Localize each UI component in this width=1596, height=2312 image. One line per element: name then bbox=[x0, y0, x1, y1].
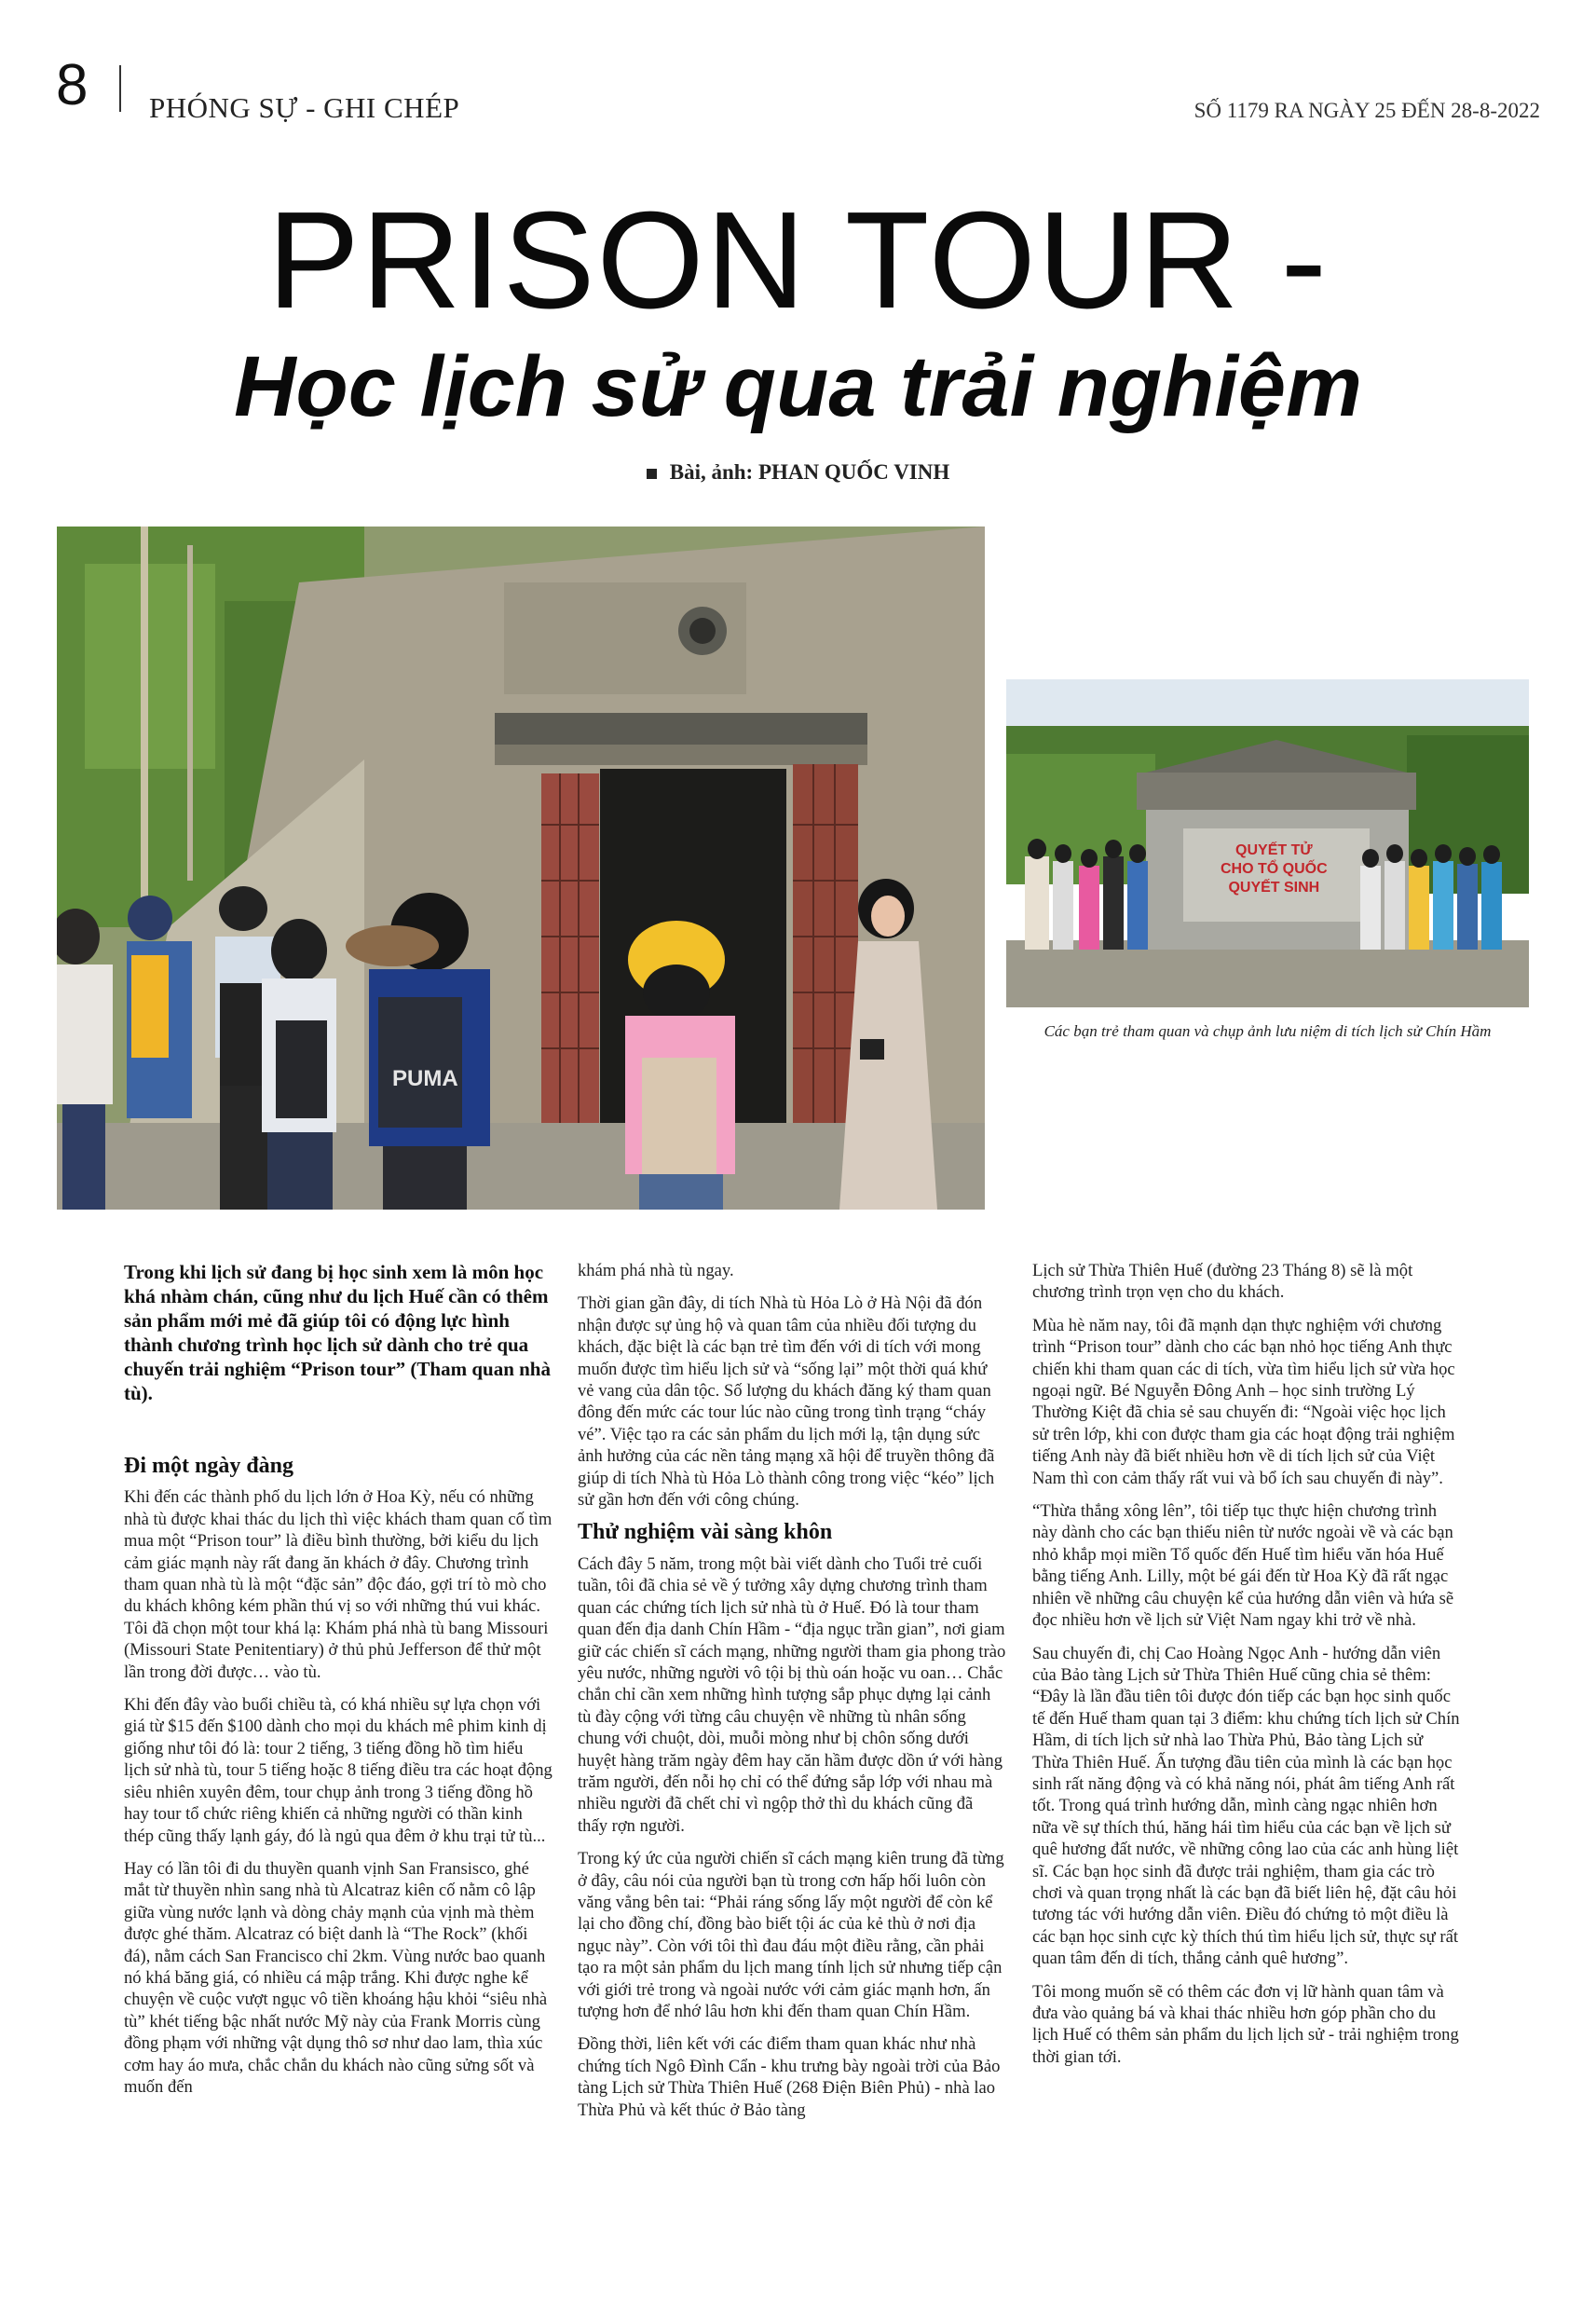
byline-text: Bài, ảnh: PHAN QUỐC VINH bbox=[669, 460, 950, 484]
monument-line-2: CHO TỔ QUỐC bbox=[1221, 861, 1328, 877]
paragraph: Thời gian gần đây, di tích Nhà tù Hỏa Lò ở Hà Nội đã đón nhận được sự ủng hộ và quan tâm của nhiều đối tượng du khách, đặc biệt là các bạn trẻ tìm đến với di tích với mong muốn được tìm hiểu lịch sử và “sống lại” một thời quá khứ vẻ vang của dân tộc. Số lượng du khách đăng ký tham quan đông đến mức các tour lúc nào cũng trong tình trạng “cháy vé”. Việc tạo ra các sản phẩm du lịch mới lạ, tận dụng sức ảnh hưởng của các nền tảng mạng xã hội để truyền thông đã giúp di tích Nhà tù Hỏa Lò thành công trong việc “kéo” lịch sử gần hơn đến với công chúng. bbox=[578, 1293, 995, 1511]
monument-line-1: QUYẾT TỬ bbox=[1235, 842, 1313, 858]
issue-info: SỐ 1179 RA NGÀY 25 ĐẾN 28-8-2022 bbox=[1194, 99, 1540, 122]
section-heading-1: Đi một ngày đàng bbox=[124, 1454, 294, 1478]
paragraph: Khi đến đây vào buổi chiều tà, có khá nhiều sự lựa chọn với giá từ $15 đến $100 dành cho mọi du khách mê phim kinh dị giống như tôi đó là: tour 2 tiếng, 3 tiếng đồng hồ tìm hiểu lịch sử nhà tù, tour 5 tiếng hoặc 8 tiếng điều tra các hoạt động siêu nhiên xuyên đêm, tour chụp ảnh trong 3 tiếng đồng hồ hay tour tổ chức riêng khiến cả những người có thần kinh thép cũng thấy lạnh gáy, đó là ngủ qua đêm ở khu trại tử tù... bbox=[124, 1695, 552, 1846]
paragraph: Hay có lần tôi đi du thuyền quanh vịnh San Fransisco, ghé mắt từ thuyền nhìn sang nhà tù Alcatraz kiên cố nằm cô lập giữa vùng nước lạnh và dòng chảy mạnh của vịnh mà thèm được ghé thăm. Alcatraz có biệt danh là “The Rock” (khối đá), nằm cách San Francisco chỉ 2km. Vùng nước bao quanh nó khá băng giá, có nhiều cá mập trắng. Khi được nghe kể chuyện về cuộc vượt ngục vô tiền khoáng hậu khỏi “siêu nhà tù” khét tiếng bậc nhất nước Mỹ này của Frank Morris cùng đồng phạm với những vật dụng thô sơ như dao lam, thìa xúc cơm hay áo mưa, chắc chắn du khách nào cũng sửng sốt và muốn đến bbox=[124, 1858, 548, 2097]
paragraph: khám phá nhà tù ngay. bbox=[578, 1261, 734, 1280]
article-subtitle: Học lịch sử qua trải nghiệm bbox=[234, 339, 1362, 434]
header-divider bbox=[119, 65, 121, 112]
shirt-print: PUMA bbox=[392, 1066, 458, 1091]
byline-bullet bbox=[647, 469, 657, 479]
page-number: 8 bbox=[56, 53, 89, 117]
article-title: PRISON TOUR - bbox=[267, 184, 1329, 337]
prison-entrance-illustration bbox=[57, 527, 985, 1210]
paragraph: Lịch sử Thừa Thiên Huế (đường 23 Tháng 8) sẽ là một chương trình trọn vẹn cho du khách. bbox=[1032, 1261, 1413, 1303]
lead-paragraph: Trong khi lịch sử đang bị học sinh xem là môn học khá nhàm chán, cũng như du lịch Huế cần có thêm sản phẩm mới mẻ đã giúp tôi có động lực hình thành chương trình học lịch sử dành cho trẻ qua chuyến trải nghiệm “Prison tour” (Tham quan nhà tù). bbox=[124, 1261, 551, 1404]
paragraph: Đồng thời, liên kết với các điểm tham quan khác như nhà chứng tích Ngô Đình Cẩn - khu trưng bày ngoài trời của Bảo tàng Lịch sử Thừa Thiên Huế (268 Điện Biên Phủ) - nhà lao Thừa Phủ và kết thúc ở Bảo tàng bbox=[578, 2034, 1001, 2120]
column-3 bbox=[1032, 1260, 1461, 2079]
paragraph: Khi đến các thành phố du lịch lớn ở Hoa Kỳ, nếu có những nhà tù được khai thác du lịch thì việc khách tham quan cố tìm mua một “Prison tour” là điều bình thường, bởi kiểu du lịch cảm giác mạnh này rất đang ăn khách ở đây. Chương trình tham quan nhà tù là một “đặc sản” độc đáo, gợi trí tò mò cho du khách không kém phần thú vị so với những thú vui khác. Tôi đã chọn một tour khá lạ: Khám phá nhà tù bang Missouri (Missouri State Penitentiary) ở thủ phủ Jefferson để thử một lần trong đời được… vào tù. bbox=[124, 1487, 552, 1682]
main-photo bbox=[57, 527, 985, 1210]
byline bbox=[0, 460, 1596, 485]
section-label: PHÓNG SỰ - GHI CHÉP bbox=[149, 91, 460, 124]
page-header bbox=[56, 53, 1540, 124]
paragraph: Trong ký ức của người chiến sĩ cách mạng kiên trung đã từng ở đây, câu nói của người bạn tù trong cơn hấp hối luôn còn văng vẳng bên tai: “Phải ráng sống lấy một người để còn kể lại cho đồng chí, đồng bào biết tội ác của kẻ thù ở nơi địa ngục này”. Còn với tôi thì đau đáu một điều rằng, cần phải tạo ra một sản phẩm du lịch mang tính lịch sử nhưng tiếp cận với giới trẻ trong và ngoài nước với cảm giác mạnh hơn, ấn tượng hơn để nhớ lâu hơn khi đến tham quan Chín Hầm. bbox=[578, 1849, 1004, 2021]
paragraph: Cách đây 5 năm, trong một bài viết dành cho Tuổi trẻ cuối tuần, tôi đã chia sẻ về ý tưởng xây dựng chương trình tham quan các chứng tích lịch sử nhà tù ở Huế. Đó là tour tham quan đến địa danh Chín Hầm - “địa ngục trần gian”, nơi giam giữ các chiến sĩ cách mạng, những người tham gia phong trào yêu nước, những người vô tội bị thù oán hoặc vu oan… Chắc chắn chỉ cần xem những hình tượng sắp phục dựng lại cảnh tù đày cộng với từng câu chuyện về những tù nhân sống chung với chuột, dòi, muỗi mòng như bị chôn sống dưới huyệt hàng trăm ngày đêm hay căn hầm được dồn ứ với hàng trăm người, đến nỗi họ chỉ có thể đứng sắp lớp với nhau mà nhiều người đã chết chỉ vì ngộp thở thì du khách cũng đã thấy rợn người. bbox=[578, 1553, 1006, 1836]
side-photo-caption: Các bạn trẻ tham quan và chụp ảnh lưu niệm di tích lịch sử Chín Hầm bbox=[1044, 1022, 1492, 1040]
monument-line-3: QUYẾT SINH bbox=[1228, 880, 1320, 896]
section-heading-2: Thử nghiệm vài sàng khôn bbox=[578, 1520, 833, 1545]
column-1 bbox=[124, 1260, 552, 2109]
paragraph: Sau chuyến đi, chị Cao Hoàng Ngọc Anh - hướng dẫn viên của Bảo tàng Lịch sử Thừa Thiên Huế cũng chia sẻ thêm: “Đây là lần đầu tiên tôi được đón tiếp các bạn học sinh quốc tế đến Huế tham quan tại 3 điểm: khu chứng tích lịch sử Chín Hầm, di tích lịch sử nhà lao Thừa Phủ, Bảo tàng Lịch sử Thừa Thiên Huế. Ấn tượng đầu tiên của mình là các bạn học sinh rất năng động và có khả năng nói, phát âm tiếng Anh rất tốt. Trong quá trình hướng dẫn, mình càng ngạc nhiên hơn nữa về sự thích thú, hăng hái tìm hiểu của các bạn về lịch sử quê hương đất nước, về những công lao của các anh hùng liệt sĩ. Các bạn học sinh đã được trải nghiệm, tham gia các trò chơi và quan trọng nhất là các bạn đã biết liên hệ, đặt câu hỏi tương tác với hướng dẫn viên. Điều đó chứng tỏ một điều là các bạn học sinh cực kỳ thích thú tìm hiểu lịch sử, thực sự rất quan tâm đến di tích, thắng cảnh quê hương”. bbox=[1032, 1643, 1460, 1969]
paragraph: Tôi mong muốn sẽ có thêm các đơn vị lữ hành quan tâm và đưa vào quảng bá và khai thác nhiều hơn góp phần cho du lịch Huế có thêm sản phẩm du lịch lịch sử - trải nghiệm trong thời gian tới. bbox=[1032, 1981, 1459, 2067]
paragraph: Mùa hè năm nay, tôi đã mạnh dạn thực nghiệm với chương trình “Prison tour” dành cho các bạn nhỏ học tiếng Anh thực chiến khi tham quan các di tích, vừa tìm hiểu lịch sử vừa học ngoại ngữ. Bé Nguyễn Đông Anh – học sinh trường Lý Thường Kiệt đã chia sẻ sau chuyến đi: “Ngoài việc học lịch sử trên lớp, khi con được tham gia các hoạt động trải nghiệm tiếng Anh này đã biết nhiều hơn về di tích lịch sử của Việt Nam thì con cảm thấy rất vui và bổ ích sau chuyến đi này”. bbox=[1032, 1315, 1455, 1488]
paragraph: “Thừa thắng xông lên”, tôi tiếp tục thực hiện chương trình này dành cho các bạn thiếu niên từ nước ngoài về và các bạn nhỏ khắp mọi miền Tổ quốc đến Huế tìm hiểu văn hóa Huế bằng tiếng Anh. Lilly, một bé gái đến từ Hoa Kỳ đã rất ngạc nhiên về những câu chuyện kể của hướng dẫn viên và hứa sẽ đọc nhiều hơn về lịch sử Việt Nam ngay khi trở về nhà. bbox=[1032, 1501, 1454, 1631]
monument-inscription bbox=[1221, 841, 1328, 897]
column-2 bbox=[578, 1260, 1006, 2132]
